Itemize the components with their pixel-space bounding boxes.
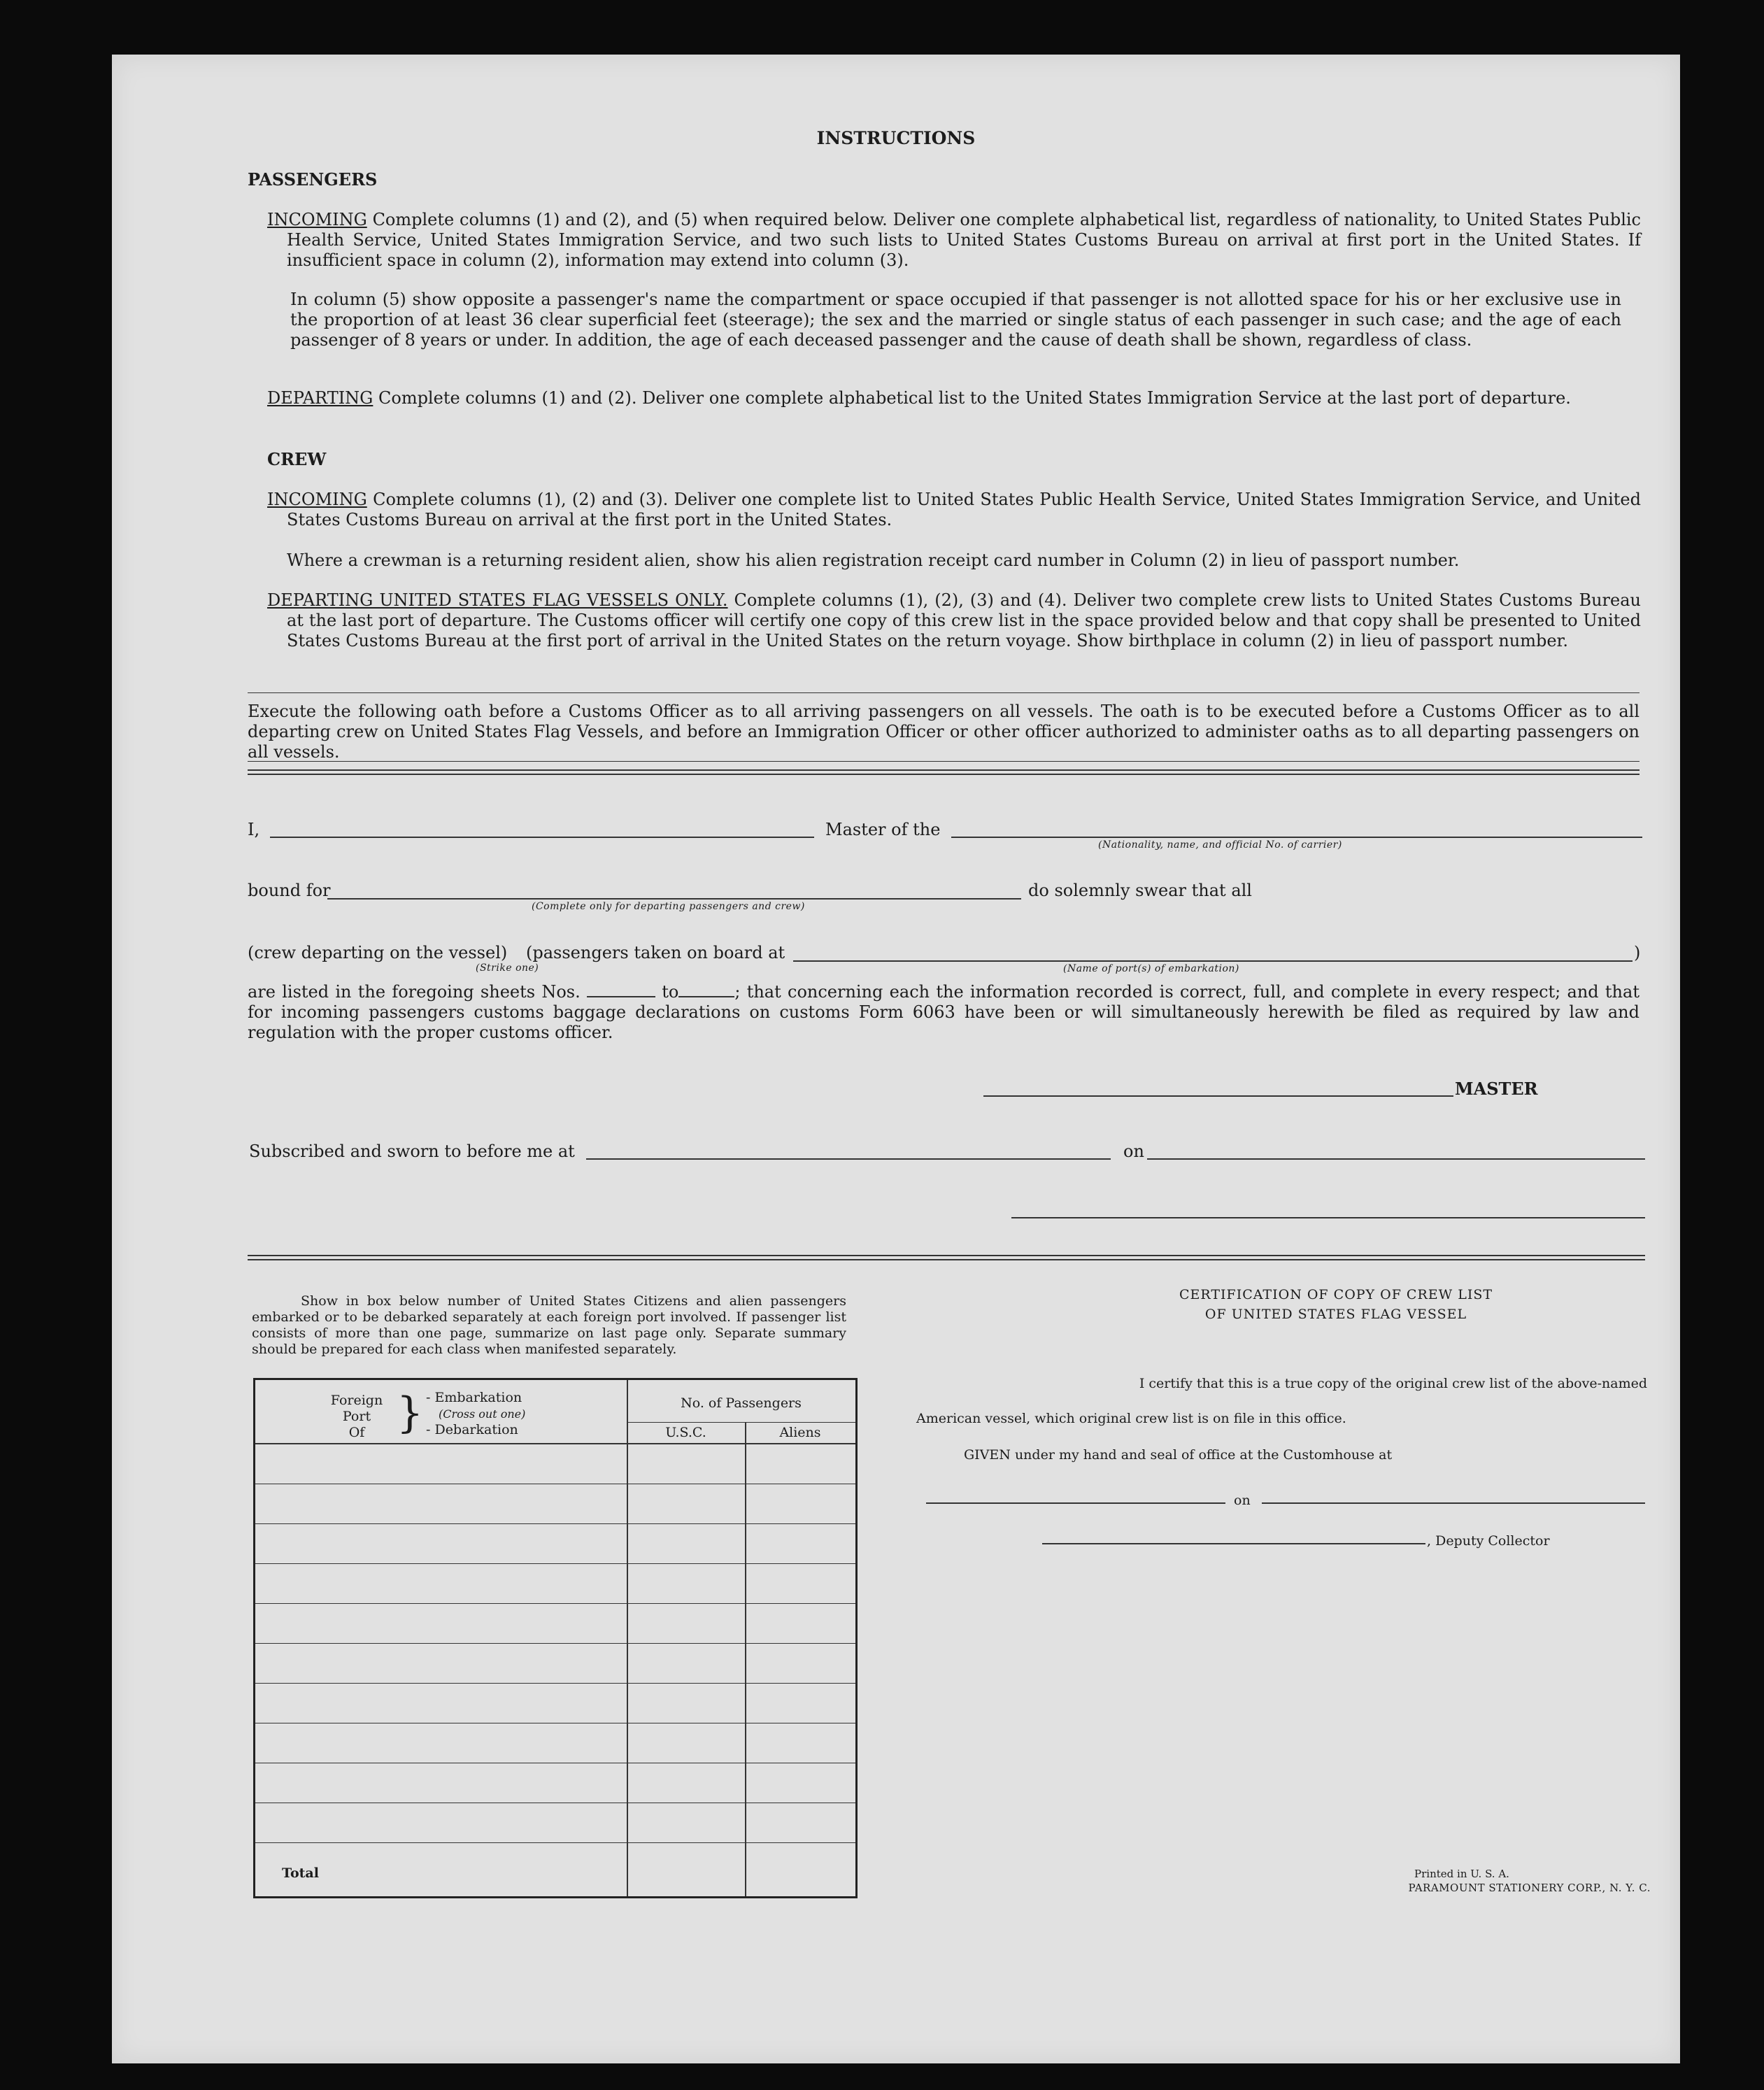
of-label: Of	[348, 1425, 365, 1440]
double-divider	[248, 1255, 1645, 1260]
listed-to-label: to	[662, 982, 679, 1002]
debarkation-label: - Debarkation	[426, 1422, 518, 1437]
listed-text-b: ; that concerning each the information recorded is correct, full, and complete in every respect; and that for incoming passengers customs baggage declarations on customs Form 6063 have been or will simultaneously herewith be filed as required by law and regulation with the proper customs officer.	[248, 982, 1639, 1042]
passengers-departing-paragraph	[267, 388, 1641, 408]
header-divider	[627, 1422, 855, 1423]
oath-i-label: I,	[248, 820, 260, 839]
deputy-collector-label: , Deputy Collector	[1427, 1533, 1550, 1549]
table-row	[255, 1842, 855, 1843]
passengers-heading: PASSENGERS	[248, 169, 378, 190]
cross-out-label: (Cross out one)	[439, 1407, 526, 1421]
divider	[248, 692, 1639, 693]
passengers-incoming-label: INCOMING	[267, 210, 367, 229]
crew-departing-text: Complete columns (1), (2), (3) and (4). Deliver two complete crew lists to United States Customs Bureau at the last port of departure. The Customs officer will certify one copy of this crew list in the space provided below and that copy shall be presented to United States Customs Bureau at the first port of arrival in the United States on the return voyage. Show birthplace in column (2) in lieu of passport number.	[287, 590, 1641, 651]
printer-line-2: PARAMOUNT STATIONERY CORP., N. Y. C.	[1408, 1882, 1651, 1894]
certification-heading-1: CERTIFICATION OF COPY OF CREW LIST	[1179, 1287, 1493, 1302]
oath-intro: Execute the following oath before a Customs Officer as to all arriving passengers on all vessels. The oath is to be executed before a Customs Officer as to all departing crew on United States Flag Vessels, and before an Immigration Officer or other officer authorized to administer oaths as to all departing passengers on all vessels.	[248, 702, 1639, 762]
table-row	[255, 1683, 855, 1684]
passengers-column5-paragraph: In column (5) show opposite a passenger's name the compartment or space occupied if that passenger is not allotted space for his or her exclusive use in the proportion of at least 36 clear superficial feet (steerage); the sex and the married or single status of each passenger in such case; and the age of each passenger of 8 years or under. In addition, the age of each deceased passenger and the cause of death shall be shown, regardless of class.	[290, 290, 1621, 350]
sworn-place-field[interactable]	[586, 1158, 1111, 1160]
bound-for-caption: (Complete only for departing passengers and crew)	[532, 901, 805, 912]
port-caption: (Name of port(s) of embarkation)	[1063, 963, 1239, 974]
certification-on-label: on	[1234, 1493, 1251, 1508]
certification-line-3: GIVEN under my hand and seal of office at the Customhouse at	[964, 1447, 1393, 1463]
double-divider	[248, 769, 1639, 775]
certification-heading-2: OF UNITED STATES FLAG VESSEL	[1204, 1307, 1467, 1322]
passengers-incoming-text: Complete columns (1) and (2), and (5) when required below. Deliver one complete alphabetical list, regardless of nationality, to United States Public Health Service, United States Immigration Service, and two such lists to United States Customs Bureau on arrival at first port in the United States. If insufficient space in column (2), information may extend into column (3).	[287, 210, 1641, 270]
embarkation-label: - Embarkation	[426, 1390, 522, 1405]
table-row	[255, 1643, 855, 1644]
foreign-label: Foreign	[330, 1393, 383, 1408]
sheet-to-field[interactable]	[678, 982, 734, 997]
subscribed-label: Subscribed and sworn to before me at	[249, 1142, 575, 1161]
summary-instructions: Show in box below number of United States Citizens and alien passengers embarked or to be debarked separately at each foreign port involved. If passenger list consists of more than one page, summarize on last page only. Separate summary should be prepared for each class when manifested separately.	[252, 1293, 846, 1357]
divider	[248, 761, 1639, 762]
page-title: INSTRUCTIONS	[816, 128, 976, 148]
officer-signature-field[interactable]	[1011, 1217, 1645, 1218]
passengers-departing-text: Complete columns (1) and (2). Deliver one complete alphabetical list to the United States Immigration Service at the last port of departure.	[378, 388, 1571, 408]
header-bottom-rule	[255, 1443, 855, 1444]
port-label: Port	[342, 1409, 371, 1424]
crew-incoming-paragraph	[267, 490, 1641, 530]
document-page	[112, 55, 1680, 2063]
passenger-summary-table	[253, 1378, 858, 1898]
close-paren: )	[1634, 943, 1641, 962]
table-row	[255, 1603, 855, 1604]
crew-incoming-label: INCOMING	[267, 490, 367, 509]
crew-incoming-text: Complete columns (1), (2) and (3). Deliver one complete list to United States Public Health Service, United States Immigration Service, and United States Customs Bureau on arrival at the first port in the United States.	[287, 490, 1641, 529]
master-of-the-label: Master of the	[825, 820, 941, 839]
brace-icon: }	[397, 1388, 424, 1437]
table-row	[255, 1563, 855, 1564]
master-signature-field[interactable]	[983, 1095, 1453, 1097]
passengers-taken-label: (passengers taken on board at	[526, 943, 785, 962]
crew-departing-label: (crew departing on the vessel)	[248, 943, 508, 962]
no-passengers-header: No. of Passengers	[681, 1395, 802, 1411]
total-label: Total	[282, 1865, 319, 1881]
certification-place-field[interactable]	[926, 1502, 1225, 1504]
sworn-on-label: on	[1123, 1142, 1144, 1161]
sworn-date-field[interactable]	[1147, 1158, 1645, 1160]
column-divider	[745, 1422, 746, 1896]
carrier-caption: (Nationality, name, and official No. of carrier)	[1098, 839, 1342, 851]
bound-for-label: bound for	[248, 881, 331, 900]
listed-paragraph	[248, 982, 1639, 1043]
deputy-collector-signature-field[interactable]	[1042, 1543, 1425, 1544]
printer-line-1: Printed in U. S. A.	[1414, 1868, 1509, 1880]
passengers-departing-label: DEPARTING	[267, 388, 374, 408]
sheet-from-field[interactable]	[587, 982, 655, 997]
crew-departing-label: DEPARTING UNITED STATES FLAG VESSELS ONLY.	[267, 590, 728, 610]
usc-header: U.S.C.	[665, 1425, 706, 1440]
crew-heading: CREW	[267, 449, 327, 469]
master-signature-label: MASTER	[1455, 1079, 1538, 1099]
crew-departing-paragraph	[267, 590, 1641, 651]
certification-date-field[interactable]	[1262, 1502, 1645, 1504]
listed-text-a: are listed in the foregoing sheets Nos.	[248, 982, 581, 1002]
passengers-incoming-paragraph	[267, 210, 1641, 271]
bound-for-field[interactable]	[327, 898, 1021, 900]
aliens-header: Aliens	[779, 1425, 821, 1440]
carrier-field[interactable]	[951, 837, 1642, 838]
table-row	[255, 1523, 855, 1524]
crew-alien-paragraph: Where a crewman is a returning resident alien, show his alien registration receipt card number in Column (2) in lieu of passport number.	[287, 550, 1460, 570]
certification-line-1: I certify that this is a true copy of the original crew list of the above-named	[1139, 1376, 1647, 1391]
certification-line-2: American vessel, which original crew list is on file in this office.	[916, 1411, 1346, 1426]
strike-one-caption: (Strike one)	[476, 962, 539, 974]
embarkation-port-field[interactable]	[793, 960, 1633, 962]
master-name-field[interactable]	[270, 837, 814, 838]
swear-label: do solemnly swear that all	[1028, 881, 1252, 900]
column-divider	[627, 1380, 628, 1896]
